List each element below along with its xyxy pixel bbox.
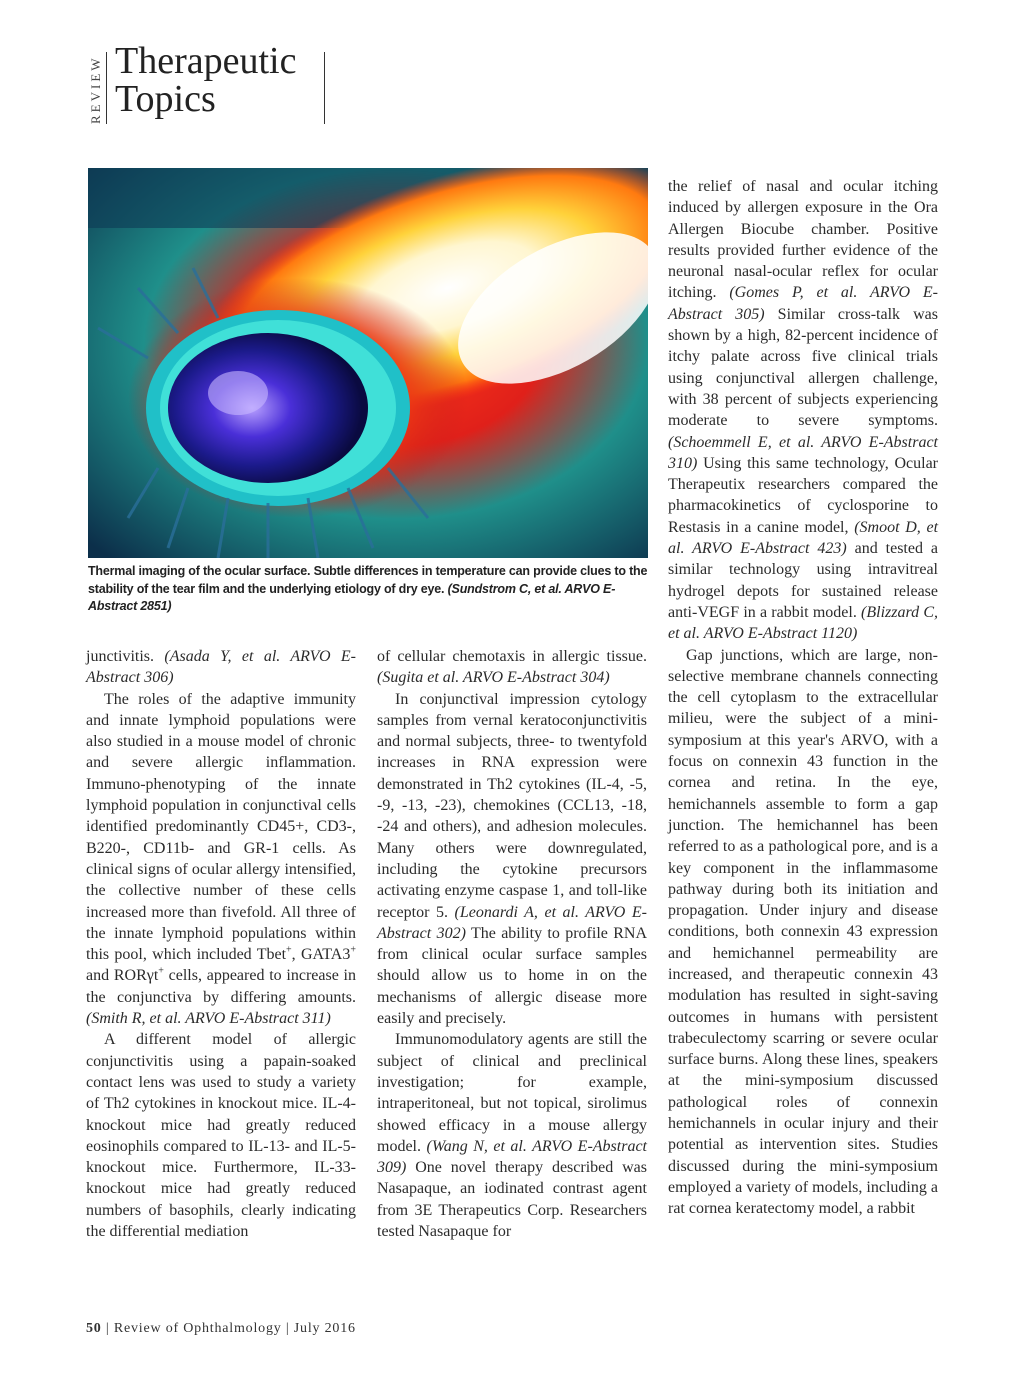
text-column-1 bbox=[86, 646, 356, 1242]
footer-separator: | bbox=[105, 1321, 110, 1336]
citation: (Asada Y, et al. ARVO E-Abstract 306) bbox=[86, 648, 357, 687]
superscript: + bbox=[350, 944, 356, 956]
issue-date: July 2016 bbox=[293, 1321, 356, 1336]
page-footer bbox=[86, 1321, 356, 1337]
citation: (Smith R, et al. ARVO E-Abstract 311) bbox=[86, 1010, 331, 1028]
paragraph-text: In conjunctival impression cytology samples from vernal keratoconjunctivitis and normal subjects, three- to twentyfold increases in RNA expression were demonstrated in Th2 cytokines (IL-4, -5, -9, -13, -23), chemokines (CCL13, -18, -24 and others), and adhesion molecules. Many others were downregulated, including the cytokine precursors activating enzyme caspase 1, and toll-like receptor 5. bbox=[377, 690, 647, 921]
citation: (Blizzard C, et al. ARVO E-Abstract 1120) bbox=[668, 603, 939, 643]
paragraph bbox=[668, 645, 938, 1220]
text-column-2 bbox=[377, 646, 647, 1242]
paragraph bbox=[86, 1029, 356, 1242]
citation: (Gomes P, et al. ARVO E-Abstract 305) bbox=[668, 284, 939, 323]
paragraph-text: of cellular chemotaxis in allergic tissue. bbox=[377, 648, 647, 665]
journal-name: Review of Ophthalmology bbox=[113, 1321, 282, 1336]
paragraph bbox=[86, 689, 356, 1030]
caption-text: Thermal imaging of the ocular surface. Subtle differences in temperature can provide clues to the stability of the tear film and the underlying etiology of dry eye. bbox=[88, 564, 648, 596]
paragraph-text: Immunomodulatory agents are still the subject of clinical and preclinical investigation; for example, intraperitoneal, but not topical, sirolimus showed efficacy in a mouse allergy model. bbox=[377, 1031, 647, 1155]
paragraph-text: the relief of nasal and ocular itching induced by allergen exposure in the Ora Allergen Biocube chamber. Positive results provided further evidence of the neuronal nasal-ocular reflex for ocular itching. bbox=[668, 178, 938, 302]
header-divider-right bbox=[324, 52, 325, 124]
caption-citation: (Sundstrom C, et al. ARVO E-Abstract 2851) bbox=[88, 581, 616, 613]
figure-caption bbox=[88, 563, 654, 616]
page-number: 50 bbox=[86, 1321, 102, 1336]
header-divider-left bbox=[106, 52, 107, 124]
paragraph-text: and RORγt bbox=[86, 967, 159, 985]
superscript: + bbox=[158, 966, 164, 978]
paragraph bbox=[86, 646, 356, 689]
paragraph-text: One novel therapy described was Nasapaque, an iodinated contrast agent from 3E Therapeutics Corp. Researchers tested Nasapaque for bbox=[377, 1159, 647, 1241]
review-label: REVIEW bbox=[88, 55, 103, 124]
section-title-line2: Topics bbox=[115, 78, 216, 120]
paragraph-text: and tested a similar technology using intravitreal hydrogel depots for sustained release anti-VEGF in a rabbit model. bbox=[668, 540, 938, 621]
paragraph-text: Similar cross-talk was shown by a high, 82-percent incidence of itchy palate across five clinical trials using conjunctival allergen challenge, with 38 percent of subjects experiencing moderate to severe symptoms. bbox=[668, 305, 938, 430]
thermal-eye-image bbox=[88, 168, 648, 558]
paragraph bbox=[668, 176, 938, 645]
paragraph bbox=[377, 1029, 647, 1242]
paragraph-text: junctivitis. bbox=[86, 648, 154, 665]
paragraph-text: cells, appeared to increase in the conjunctiva by differing amounts. bbox=[86, 967, 356, 1006]
citation: (Sugita et al. ARVO E-Abstract 304) bbox=[377, 669, 610, 687]
paragraph-text: The ability to profile RNA from clinical ocular surface samples should allow us to home in on the mechanisms of allergic disease more easily and precisely. bbox=[377, 924, 647, 1028]
paragraph-text: , GATA3 bbox=[291, 946, 351, 964]
paragraph-text: Using this same technology, Ocular Therapeutix researchers compared the pharmacokinetics of cyclosporine to Restasis in a canine model, bbox=[668, 454, 939, 536]
citation: (Schoemmell E, et al. ARVO E-Abstract 310) bbox=[668, 433, 938, 472]
thermal-eye-graphic bbox=[88, 168, 648, 558]
paragraph bbox=[377, 689, 647, 1030]
footer-separator: | bbox=[285, 1321, 290, 1336]
superscript: + bbox=[286, 944, 292, 956]
citation: (Smoot D, et al. ARVO E-Abstract 423) bbox=[668, 518, 939, 558]
citation: (Wang N, et al. ARVO E-Abstract 309) bbox=[377, 1137, 647, 1177]
paragraph-text: The roles of the adaptive immunity and innate lymphoid populations were also studied in a mouse model of chronic and severe allergic inflammation. Immuno-phenotyping of the innate lymphoid population in conjunctival cells identified predominantly CD45+, CD3-, B220-, CD11b- and GR-1 cells. As clinical signs of ocular allergy intensified, the collective number of these cells increased more than fivefold. All three of the innate lymphoid populations within this pool, which included Tbet bbox=[86, 690, 356, 964]
paragraph bbox=[377, 646, 647, 689]
text-column-3 bbox=[668, 176, 938, 1220]
paragraph-text: Gap junctions, which are large, non-selective membrane channels connecting the cell cytoplasm to the extracellular milieu, were the subject of a mini-symposium at this year's ARVO, with a focus on connexin 43 function in the cornea and retina. In the eye, hemichannels assemble to form a gap junction. The hemichannel has been referred to as a pathological pore, and is a key component in the inflammasome pathway during both its initiation and propagation. Under injury and disease conditions, both connexin 43 expression and hemichannel permeability are increased, and therapeutic connexin 43 modulation has resulted in sight-saving outcomes in humans with persistent trabeculectomy scarring or severe ocular surface burns. Along these lines, speakers at the mini-symposium discussed pathological roles of connexin hemichannels in ocular injury and their potential as intervention sites. Studies discussed during the mini-symposium employed a variety of models, including a rat cornea keratectomy model, a rabbit bbox=[668, 646, 938, 1218]
section-title-line1: Therapeutic bbox=[115, 40, 297, 82]
section-title bbox=[115, 42, 296, 118]
citation: (Leonardi A, et al. ARVO E-Abstract 302) bbox=[377, 903, 648, 942]
paragraph-text: A different model of allergic conjunctivitis using a papain-soaked contact lens was used to study a variety of Th2 cytokines in knockout mice. IL-4-knockout mice had greatly reduced eosinophils compared to IL-13- and IL-5-knockout mice. Furthermore, IL-33-knockout mice had greatly reduced numbers of basophils, clearly indicating the differential mediation bbox=[86, 1031, 356, 1241]
